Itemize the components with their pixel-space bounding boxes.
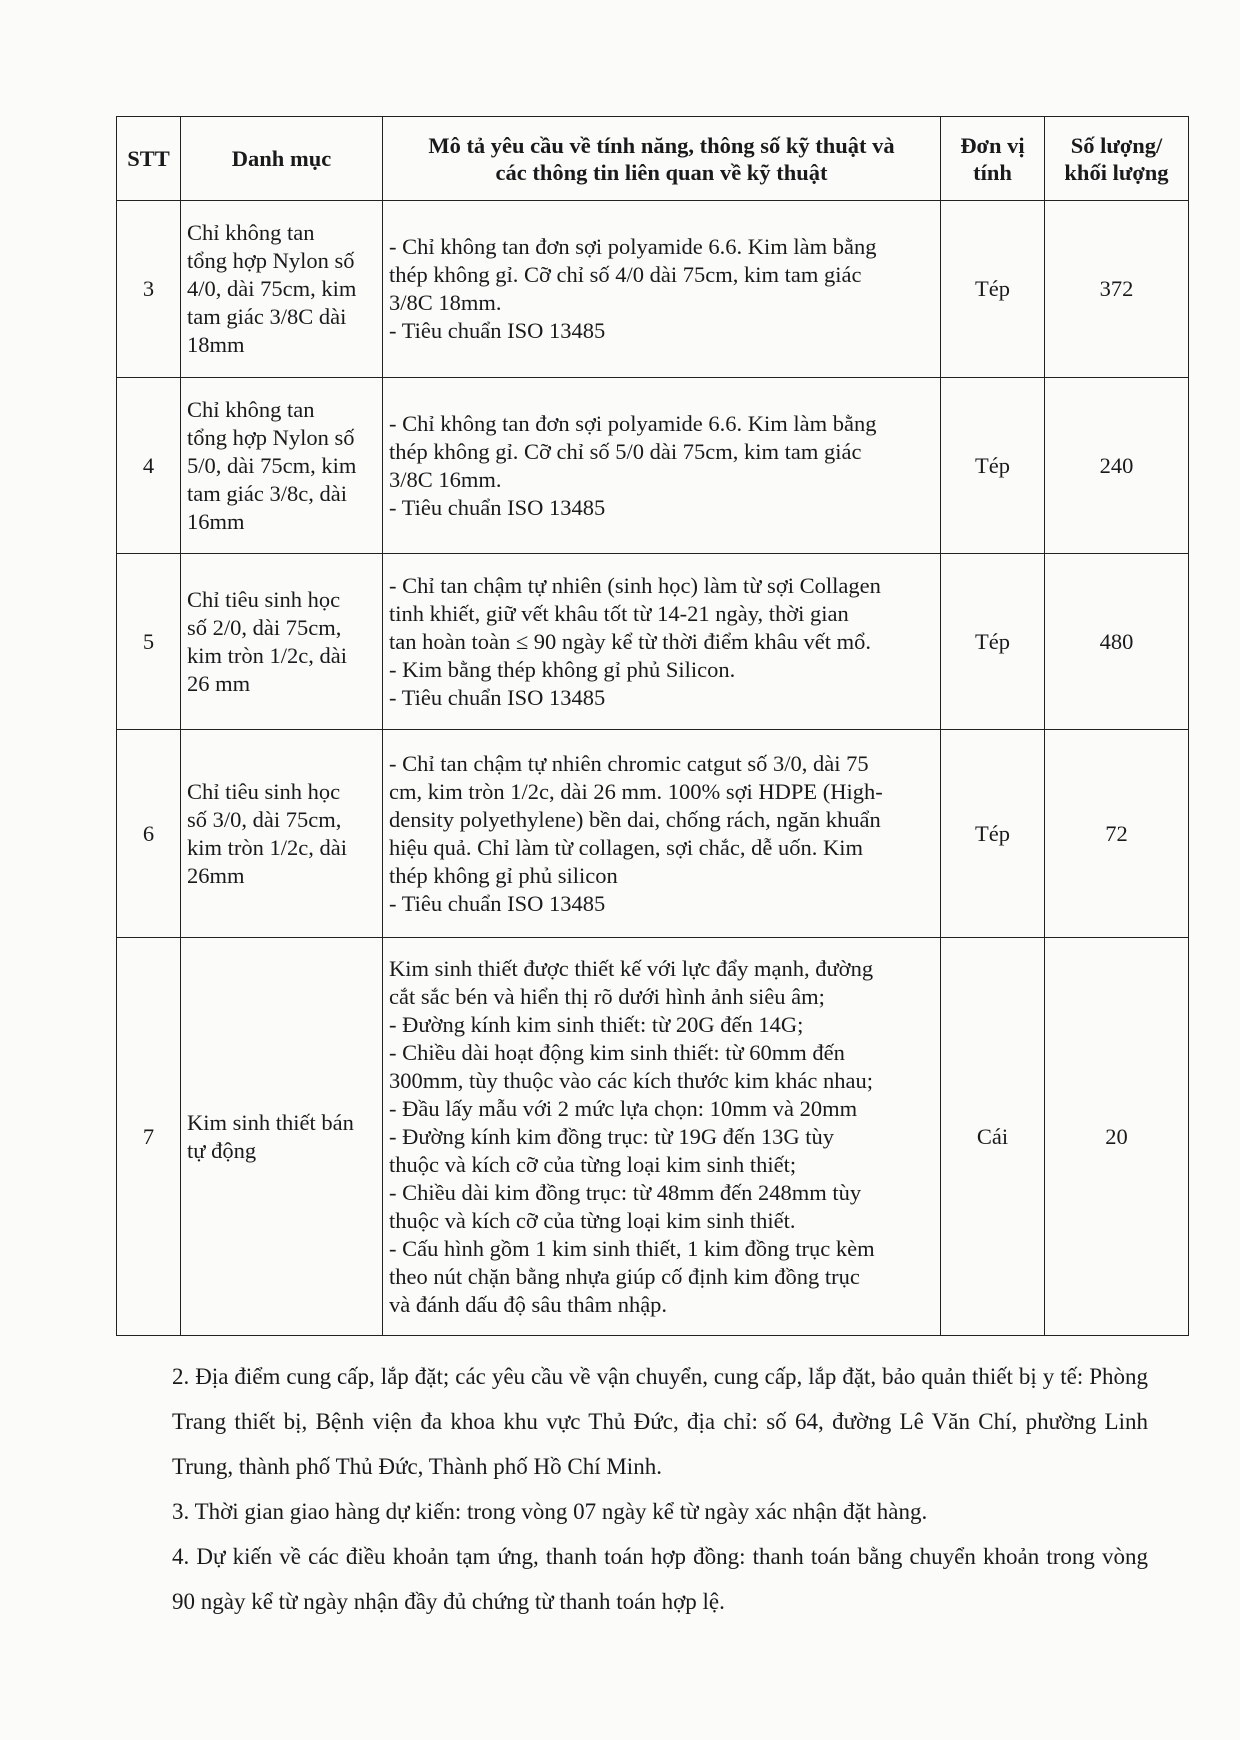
row-unit: Tép [941, 554, 1045, 730]
row-stt: 3 [117, 201, 181, 378]
row-description-line: - Chỉ tan chậm tự nhiên (sinh học) làm từ sợi Collagen [389, 572, 881, 598]
row-description-line: - Chiều dài kim đồng trục: từ 48mm đến 248mm tùy [389, 1179, 862, 1205]
spec-table [116, 116, 1189, 1336]
row-quantity: 72 [1045, 730, 1189, 938]
row-description [383, 554, 941, 730]
row-description-line: 3/8C 16mm. [389, 466, 502, 492]
row-description-line: - Tiêu chuẩn ISO 13485 [389, 318, 606, 343]
header-name: Danh mục [181, 117, 383, 201]
header-qty: Số lượng/ khối lượng [1045, 117, 1189, 201]
row-name [181, 554, 383, 730]
row-name-line: tam giác 3/8c, dài [187, 480, 347, 506]
row-name-line: 18mm [187, 332, 245, 357]
row-name-line: kim tròn 1/2c, dài [187, 642, 347, 668]
row-description-line: - Tiêu chuẩn ISO 13485 [389, 494, 606, 520]
row-quantity: 20 [1045, 938, 1189, 1336]
header-desc: Mô tả yêu cầu về tính năng, thông số kỹ thuật và các thông tin liên quan về kỹ thuật [383, 117, 941, 201]
row-name-line: 26mm [187, 862, 245, 888]
row-description-line: - Đường kính kim sinh thiết: từ 20G đến 14G; [389, 1011, 804, 1037]
row-description-line: và đánh dấu độ sâu thâm nhập. [389, 1291, 668, 1317]
notes-section [172, 1354, 1148, 1624]
row-name-line: 4/0, dài 75cm, kim [187, 276, 357, 301]
table-body [117, 201, 1189, 1336]
row-name-line: tổng hợp Nylon số [187, 424, 355, 450]
row-name-line: tự động [187, 1137, 257, 1163]
row-name-line: 5/0, dài 75cm, kim [187, 452, 357, 478]
row-description-line: thép không gỉ. Cỡ chỉ số 4/0 dài 75cm, kim tam giác [389, 262, 862, 287]
row-quantity: 480 [1045, 554, 1189, 730]
table-row [117, 554, 1189, 730]
row-description [383, 938, 941, 1336]
row-description [383, 201, 941, 378]
row-name-line: Chỉ không tan [187, 220, 315, 245]
row-description-line: Kim sinh thiết được thiết kế với lực đẩy mạnh, đường [389, 955, 874, 981]
row-unit: Tép [941, 730, 1045, 938]
row-description-line: theo nút chặn bằng nhựa giúp cố định kim đồng trục [389, 1263, 860, 1289]
row-description-line: - Đường kính kim đồng trục: từ 19G đến 13G tùy [389, 1123, 835, 1149]
table-row [117, 938, 1189, 1336]
row-stt: 4 [117, 378, 181, 554]
row-description-line: tinh khiết, giữ vết khâu tốt từ 14-21 ngày, thời gian [389, 600, 849, 626]
note-paragraph: 4. Dự kiến về các điều khoản tạm ứng, thanh toán hợp đồng: thanh toán bằng chuyển khoản trong vòng 90 ngày kể từ ngày nhận đầy đủ chứng từ thanh toán hợp lệ. [172, 1544, 1148, 1614]
row-stt: 7 [117, 938, 181, 1336]
row-name-line: kim tròn 1/2c, dài [187, 834, 347, 860]
row-description-line: 300mm, tùy thuộc vào các kích thước kim khác nhau; [389, 1067, 873, 1093]
row-description-line: 3/8C 18mm. [389, 290, 502, 315]
row-description-line: tan hoàn toàn ≤ 90 ngày kể từ thời điểm khâu vết mổ. [389, 628, 871, 654]
row-description-line: - Chỉ không tan đơn sợi polyamide 6.6. Kim làm bằng [389, 234, 877, 259]
row-description-line: density polyethylene) bền dai, chống rách, ngăn khuẩn [389, 806, 881, 832]
row-stt: 5 [117, 554, 181, 730]
row-description-line: - Chỉ không tan đơn sợi polyamide 6.6. Kim làm bằng [389, 410, 877, 436]
row-description-line: thép không gỉ phủ silicon [389, 862, 618, 888]
table-row [117, 730, 1189, 938]
row-name-line: Chỉ tiêu sinh học [187, 778, 341, 804]
row-name-line: 26 mm [187, 670, 251, 696]
row-name-line: tam giác 3/8C dài [187, 304, 347, 329]
row-name [181, 938, 383, 1336]
row-description-line: cắt sắc bén và hiển thị rõ dưới hình ảnh siêu âm; [389, 983, 825, 1009]
row-name [181, 730, 383, 938]
row-description-line: hiệu quả. Chỉ làm từ collagen, sợi chắc, dễ uốn. Kim [389, 834, 863, 860]
row-name-line: Chỉ tiêu sinh học [187, 586, 341, 612]
row-description-line: - Đầu lấy mẫu với 2 mức lựa chọn: 10mm và 20mm [389, 1095, 858, 1121]
row-name-line: số 2/0, dài 75cm, [187, 614, 342, 640]
table-header [117, 117, 1189, 201]
row-name-line: Kim sinh thiết bán [187, 1109, 354, 1135]
row-description-line: - Chỉ tan chậm tự nhiên chromic catgut số 3/0, dài 75 [389, 750, 869, 776]
row-description-line: thuộc và kích cỡ của từng loại kim sinh thiết. [389, 1207, 796, 1233]
row-description-line: - Tiêu chuẩn ISO 13485 [389, 890, 606, 916]
row-description [383, 730, 941, 938]
row-quantity: 372 [1045, 201, 1189, 378]
row-name-line: 16mm [187, 508, 245, 534]
row-quantity: 240 [1045, 378, 1189, 554]
row-unit: Cái [941, 938, 1045, 1336]
row-name-line: Chỉ không tan [187, 396, 315, 422]
header-stt: STT [117, 117, 181, 201]
row-description-line: - Chiều dài hoạt động kim sinh thiết: từ 60mm đến [389, 1039, 845, 1065]
row-description-line: - Cấu hình gồm 1 kim sinh thiết, 1 kim đồng trục kèm [389, 1235, 875, 1261]
row-unit: Tép [941, 378, 1045, 554]
row-name [181, 201, 383, 378]
header-unit: Đơn vị tính [941, 117, 1045, 201]
note-paragraph: 2. Địa điểm cung cấp, lắp đặt; các yêu cầu về vận chuyển, cung cấp, lắp đặt, bảo quản thiết bị y tế: Phòng Trang thiết bị, Bệnh viện đa khoa khu vực Thủ Đức, địa chỉ: số 64, đường Lê Văn Chí, phường Linh Trung, thành phố Thủ Đức, Thành phố Hồ Chí Minh. [172, 1364, 1148, 1479]
row-description-line: - Kim bằng thép không gỉ phủ Silicon. [389, 656, 736, 682]
row-description-line: cm, kim tròn 1/2c, dài 26 mm. 100% sợi HDPE (High- [389, 778, 883, 804]
row-name-line: số 3/0, dài 75cm, [187, 806, 342, 832]
row-description-line: - Tiêu chuẩn ISO 13485 [389, 684, 606, 710]
table-row [117, 378, 1189, 554]
row-description-line: thuộc và kích cỡ của từng loại kim sinh thiết; [389, 1151, 797, 1177]
note-paragraph: 3. Thời gian giao hàng dự kiến: trong vòng 07 ngày kể từ ngày xác nhận đặt hàng. [172, 1499, 928, 1524]
row-unit: Tép [941, 201, 1045, 378]
row-description [383, 378, 941, 554]
row-description-line: thép không gỉ. Cỡ chỉ số 5/0 dài 75cm, kim tam giác [389, 438, 862, 464]
table-row [117, 201, 1189, 378]
row-stt: 6 [117, 730, 181, 938]
row-name-line: tổng hợp Nylon số [187, 248, 355, 273]
row-name [181, 378, 383, 554]
